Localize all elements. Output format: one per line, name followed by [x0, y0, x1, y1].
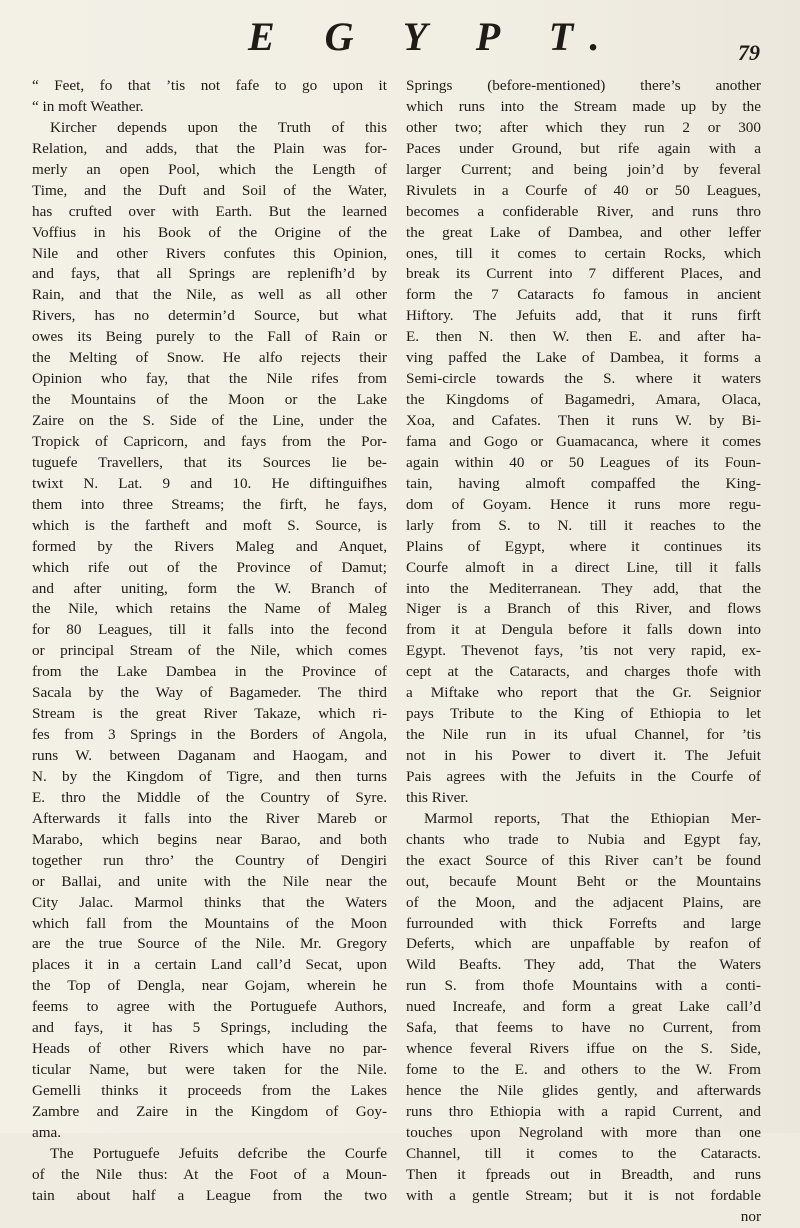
text-line: Voffius in his Book of the Origine of the: [32, 223, 387, 241]
text-line: runs W. between Daganam and Haogam, and: [32, 747, 387, 764]
text-line: which fall from the Mountains of the Moon: [32, 914, 387, 932]
text-line: runs thro Ethiopia with a rapid Current, and: [406, 1102, 761, 1120]
text-line: cept at the Cataracts, and charges thofe with: [406, 663, 761, 681]
text-line: N. by the Kingdom of Tigre, and then turns: [32, 767, 387, 785]
text-line: touches upon Negroland with more than one: [406, 1123, 761, 1141]
text-line: ticular Name, but were taken for the Nile.: [32, 1061, 387, 1079]
catchword: nor: [740, 1207, 761, 1225]
text-line: from the Lake Dambea in the Province of: [32, 663, 387, 681]
text-line: dom of Goyam. Hence it runs more regu-: [406, 495, 761, 513]
text-line: furrounded with thick Forrefts and large: [406, 914, 761, 932]
text-line: becomes a confiderable River, and runs thro: [406, 202, 761, 220]
text-line: larger Current; and being join’d by feveral: [406, 160, 761, 178]
text-line: which rife out of the Province of Damut;: [32, 558, 387, 576]
text-line: The Portuguefe Jefuits defcribe the Courfe: [50, 1144, 387, 1162]
right-column-lines: [406, 76, 761, 1207]
text-line: larly from S. to N. till it reaches to the: [406, 516, 761, 534]
text-line: tain about half a League from the two: [32, 1186, 387, 1204]
text-line: the Top of Dengla, near Gojam, wherein he: [32, 977, 387, 995]
text-line: fes from 3 Springs in the Borders of Angola,: [32, 726, 387, 744]
text-line: run S. from thofe Mountains with a conti-: [406, 977, 761, 995]
text-line: tain, having almoft compaffed the King-: [406, 474, 761, 492]
text-line: Afterwards it falls into the River Mareb or: [32, 809, 387, 827]
text-line: Sacala by the Way of Bagameder. The third: [32, 684, 387, 702]
text-line: ones, till it comes to certain Rocks, which: [406, 244, 761, 262]
text-line: Relation, and adds, that the Plain was for-: [32, 139, 387, 157]
page-number: 79: [738, 40, 760, 65]
text-line: Zaire on the S. Side of the Line, under the: [32, 412, 387, 429]
text-line: tuguefe Travellers, that its Sources lie be-: [32, 453, 387, 471]
text-line: ving paffed the Lake of Dambea, it forms a: [406, 349, 761, 367]
text-line: Time, and the Duft and Soil of the Water,: [32, 181, 387, 199]
text-line: Plains of Egypt, where it continues its: [406, 537, 761, 555]
text-line: E. then N. then W. then E. and after ha-: [406, 328, 761, 346]
text-line: Pais agrees with the Jefuits in the Courfe of: [406, 767, 761, 785]
text-line: Channel, till it comes to the Cataracts.: [406, 1144, 761, 1162]
text-line: Safa, that feems to have no Current, from: [406, 1019, 761, 1037]
text-line: with a gentle Stream; but it is not fordable: [406, 1186, 761, 1204]
text-line: and after uniting, form the W. Branch of: [32, 579, 387, 597]
text-line: of the Moon, and the adjacent Plains, are: [406, 893, 761, 911]
text-line: Then it fpreads out in Breadth, and runs: [406, 1165, 761, 1183]
text-line: Paces under Ground, but rife again with a: [406, 139, 761, 157]
text-line: Hiftory. The Jefuits add, that it runs firft: [406, 307, 761, 325]
text-line: Marabo, which begins near Barao, and both: [32, 830, 387, 848]
text-line: the great Lake of Dambea, and other leffer: [406, 223, 761, 241]
text-line: Egypt. Thevenot fays, ’tis not very rapid, ex-: [406, 642, 761, 660]
text-line: Stream is the great River Takaze, which ri-: [32, 705, 387, 723]
text-line: the Nile, which retains the Name of Maleg: [32, 600, 387, 618]
text-line: together run thro’ the Country of Dengiri: [32, 851, 387, 869]
text-line: Opinion who fay, that the Nile rifes from: [32, 370, 387, 388]
text-line: again within 40 or 50 Leagues of its Foun-: [406, 453, 761, 471]
text-line: Heads of other Rivers which have no par-: [32, 1040, 387, 1058]
text-line: for 80 Leagues, till it falls into the fecond: [32, 621, 387, 639]
text-line: City Jalac. Marmol thinks that the Waters: [32, 893, 387, 911]
text-line: Nile and other Rivers confutes this Opinion,: [32, 244, 387, 262]
text-line: Springs (before-mentioned) there’s another: [406, 77, 761, 94]
text-line: are the true Source of the Nile. Mr. Gregory: [32, 935, 387, 953]
text-line: owes its Being purely to the Fall of Rain or: [32, 328, 387, 346]
text-line: Kircher depends upon the Truth of this: [50, 118, 387, 136]
text-line: Rain, and that the Nile, as well as all other: [32, 286, 387, 304]
text-line: the Melting of Snow. He alfo rejects their: [32, 349, 387, 367]
text-line: fama and Gogo or Guamacanca, where it comes: [406, 432, 761, 450]
text-line: whence feveral Rivers iffue on the S. Side,: [406, 1040, 761, 1058]
text-line: Gemelli thinks it proceeds from the Lakes: [32, 1082, 387, 1099]
text-line: or Ballai, and unite with the Nile near the: [32, 872, 387, 890]
text-line: formed by the Rivers Maleg and Anquet,: [32, 537, 387, 555]
text-line: this River.: [406, 788, 469, 806]
text-line: merly an open Pool, which the Length of: [32, 160, 387, 178]
text-line: Marmol reports, That the Ethiopian Mer-: [424, 809, 761, 827]
text-line: or principal Stream of the Nile, which comes: [32, 642, 387, 660]
text-line: a Miftake who report that the Gr. Seignior: [406, 684, 761, 702]
text-line: “ Feet, fo that ’tis not fafe to go upon it: [32, 77, 387, 94]
text-line: into the Mediterranean. They add, that the: [406, 579, 761, 597]
text-line: twixt N. Lat. 9 and 10. He diftinguifhes: [32, 474, 387, 492]
text-line: the Mountains of the Moon or the Lake: [32, 391, 387, 409]
text-line: Niger is a Branch of this River, and flows: [406, 600, 761, 618]
running-head: [0, 14, 800, 65]
text-line: E. thro the Middle of the Country of Syre.: [32, 788, 387, 806]
text-line: other two; after which they run 2 or 300: [406, 118, 761, 136]
text-line: nued Increafe, and form a great Lake call’d: [406, 998, 761, 1016]
running-title: E G Y P T.: [248, 14, 620, 59]
text-line: Tropick of Capricorn, and fays from the Por-: [32, 432, 387, 450]
text-line: feems to agree with the Portuguefe Authors,: [32, 998, 387, 1016]
text-line: pays Tribute to the King of Ethiopia to let: [406, 705, 761, 723]
text-line: them into three Streams; the firft, he fays,: [32, 495, 387, 513]
text-line: Deferts, which are unpaffable by reafon of: [406, 935, 761, 953]
text-line: Xoa, and Cafates. Then it runs W. by Bi-: [406, 412, 761, 429]
text-line: Wild Beafts. They add, That the Waters: [406, 956, 761, 974]
text-line: form the 7 Cataracts fo famous in ancient: [406, 286, 761, 304]
text-line: of the Nile thus: At the Foot of a Moun-: [32, 1165, 387, 1183]
text-columns: [32, 76, 784, 1225]
text-line: the Kingdoms of Bagamedri, Amara, Olaca,: [406, 391, 761, 409]
text-line: Rivers, has no determin’d Source, but what: [32, 307, 387, 325]
text-line: “ in moft Weather.: [32, 97, 144, 115]
text-line: not in his Power to divert it. The Jefuit: [406, 747, 761, 764]
text-line: has crufted over with Earth. But the learned: [32, 202, 387, 220]
text-line: and fays, it has 5 Springs, including the: [32, 1019, 387, 1037]
text-line: out, becaufe Mount Beht or the Mountains: [406, 872, 761, 890]
text-line: chants who trade to Nubia and Egypt fay,: [406, 830, 761, 848]
text-line: fome to the E. and others to the W. From: [406, 1061, 761, 1079]
text-line: which runs into the Stream made up by the: [406, 97, 761, 115]
text-line: hence the Nile glides gently, and afterwards: [406, 1082, 761, 1099]
text-line: which is the fartheft and moft S. Source, is: [32, 516, 387, 534]
text-line: and fays, that all Springs are replenifh’d by: [32, 265, 387, 283]
right-column: [406, 76, 761, 1225]
text-line: Semi-circle towards the S. where it waters: [406, 370, 761, 388]
text-line: Courfe almoft in a direct Line, till it falls: [406, 558, 761, 576]
text-line: the Nile run in its ufual Channel, for ’tis: [406, 726, 761, 744]
text-line: from it at Dengula before it falls down into: [406, 621, 761, 639]
text-line: Zambre and Zaire in the Kingdom of Goy-: [32, 1102, 387, 1120]
text-line: places it in a certain Land call’d Secat, upon: [32, 956, 387, 974]
text-line: the exact Source of this River can’t be found: [406, 851, 761, 869]
text-line: Rivulets in a Courfe of 40 or 50 Leagues,: [406, 181, 761, 199]
text-line: ama.: [32, 1123, 62, 1141]
left-column: [32, 76, 387, 1204]
text-line: break its Current into 7 different Places, and: [406, 265, 761, 283]
